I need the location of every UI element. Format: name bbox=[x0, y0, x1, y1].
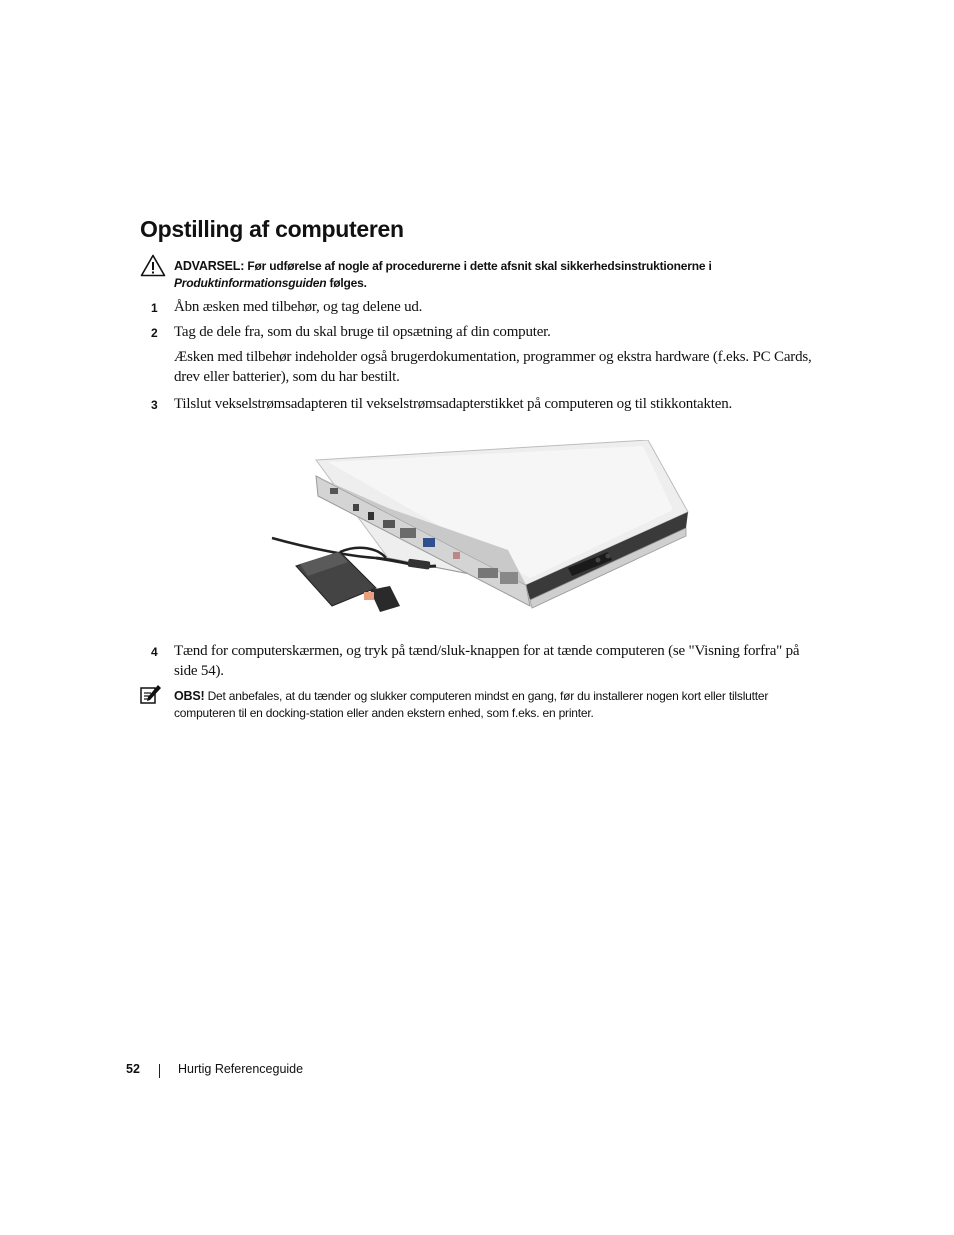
step-text: Tag de dele fra, som du skal bruge til opsætning af din computer. bbox=[174, 324, 551, 340]
page-number: 52 bbox=[126, 1062, 140, 1076]
laptop-adapter-illustration bbox=[268, 440, 692, 616]
footer-title: Hurtig Referenceguide bbox=[178, 1062, 304, 1076]
note-notice bbox=[174, 688, 794, 722]
step-number: 3 bbox=[151, 398, 158, 412]
note-icon bbox=[140, 685, 162, 705]
warning-guide-name: Produktinformationsguiden bbox=[174, 276, 327, 290]
step-text: Tilslut vekselstrømsadapteren til vekselstrømsadapterstikket på computeren og til stikkontakten. bbox=[174, 396, 733, 412]
note-label: OBS! bbox=[174, 689, 205, 703]
step-text: Tænd for computerskærmen, og tryk på tænd/sluk-knappen for at tænde computeren (se "Visning forfra" på side 54). bbox=[174, 643, 800, 679]
warning-text-end: følges. bbox=[329, 276, 367, 290]
step-detail: Æsken med tilbehør indeholder også brugerdokumentation, programmer og ekstra hardware (f.eks. PC Cards, drev eller batterier), som du har bestilt. bbox=[174, 349, 812, 385]
step-text: Åbn æsken med tilbehør, og tag delene ud. bbox=[174, 299, 423, 315]
warning-notice bbox=[174, 258, 794, 292]
step-number: 2 bbox=[151, 326, 158, 340]
note-text: Det anbefales, at du tænder og slukker computeren mindst en gang, før du installerer nogen kort eller tilslutter computeren til en docking-station eller anden ekstern enhed, som f.eks. en printer. bbox=[174, 689, 769, 720]
page-title: Opstilling af computeren bbox=[140, 216, 404, 242]
step-number: 1 bbox=[151, 301, 158, 315]
step-number: 4 bbox=[151, 645, 158, 659]
warning-text: Før udførelse af nogle af procedurerne i dette afsnit skal sikkerhedsinstruktionerne i bbox=[247, 259, 712, 273]
warning-icon bbox=[140, 254, 166, 277]
footer-divider bbox=[159, 1064, 160, 1078]
warning-label: ADVARSEL: bbox=[174, 259, 245, 273]
